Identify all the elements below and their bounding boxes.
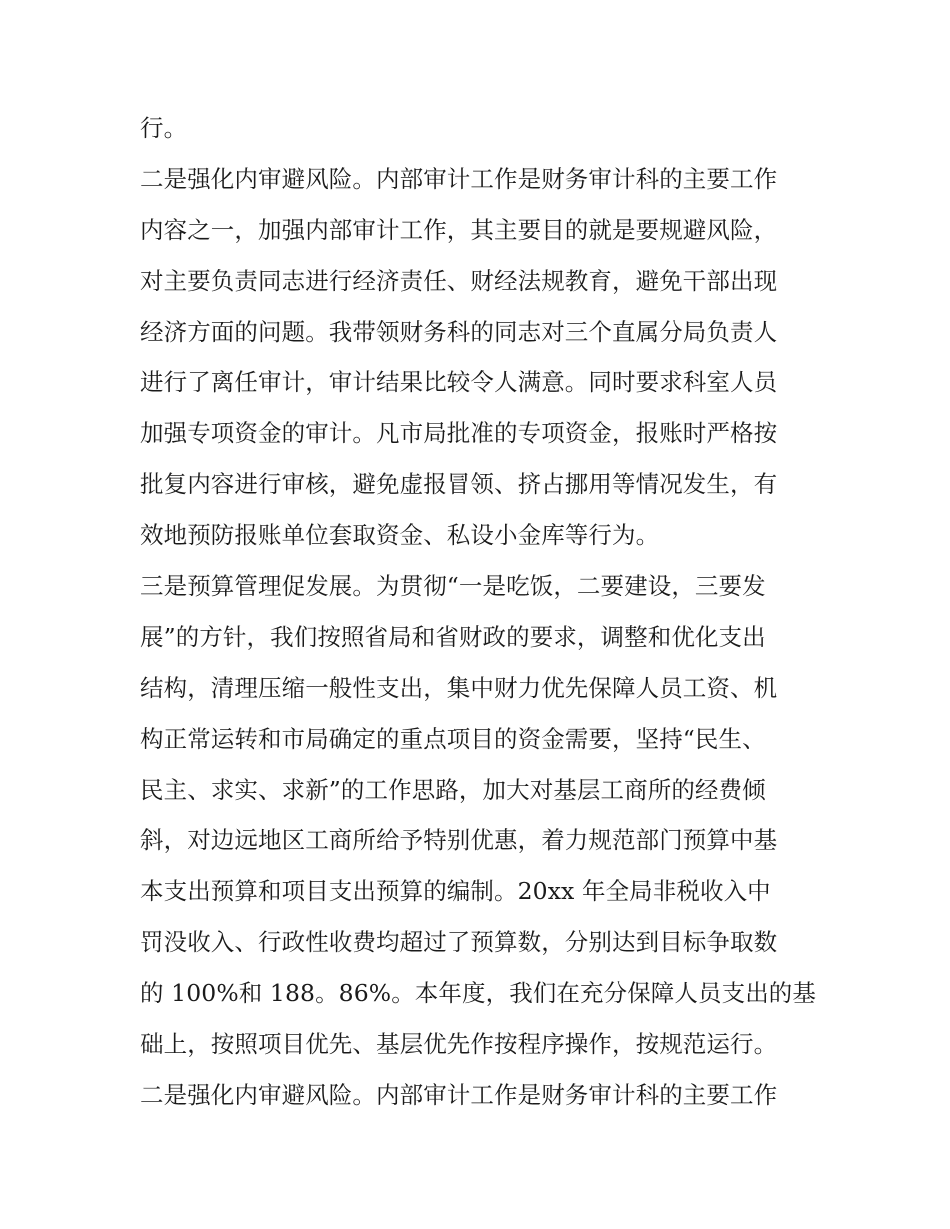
text-line: 加强专项资金的审计。凡市局批准的专项资金，报账时严格按 bbox=[140, 419, 778, 448]
text-line: 经济方面的问题。我带领财务科的同志对三个直属分局负责人 bbox=[140, 317, 778, 346]
text-line: 批复内容进行审核，避免虚报冒领、挤占挪用等情况发生，有 bbox=[140, 470, 778, 499]
text-line: 内容之一，加强内部审计工作，其主要目的就是要规避风险， bbox=[140, 215, 778, 244]
text-line: 斜，对边远地区工商所给予特别优惠，着力规范部门预算中基 bbox=[140, 826, 778, 855]
text-line: 本支出预算和项目支出预算的编制。20xx 年全局非税收入中 bbox=[140, 877, 771, 906]
text-line: 二是强化内审避风险。内部审计工作是财务审计科的主要工作 bbox=[140, 164, 778, 193]
text-line: 结构，清理压缩一般性支出，集中财力优先保障人员工资、机 bbox=[140, 673, 778, 702]
text-line: 的 100%和 188。86%。本年度，我们在充分保障人员支出的基 bbox=[140, 979, 817, 1008]
text-line: 展”的方针，我们按照省局和省财政的要求，调整和优化支出 bbox=[140, 622, 766, 651]
text-line: 对主要负责同志进行经济责任、财经法规教育，避免干部出现 bbox=[140, 266, 778, 295]
document-body bbox=[140, 103, 820, 1121]
text-line: 础上，按照项目优先、基层优先作按程序操作，按规范运行。 bbox=[140, 1030, 778, 1059]
text-line: 效地预防报账单位套取资金、私设小金库等行为。 bbox=[140, 521, 660, 550]
text-line: 二是强化内审避风险。内部审计工作是财务审计科的主要工作 bbox=[140, 1080, 778, 1109]
text-line: 行。 bbox=[140, 114, 188, 142]
text-line: 民主、求实、求新”的工作思路，加大对基层工商所的经费倾 bbox=[140, 775, 766, 804]
text-line: 构正常运转和市局确定的重点项目的资金需要，坚持“民生、 bbox=[140, 724, 766, 753]
text-line: 罚没收入、行政性收费均超过了预算数，分别达到目标争取数 bbox=[140, 928, 778, 957]
text-line: 三是预算管理促发展。为贯彻“一是吃饭，二要建设，三要发 bbox=[140, 572, 766, 601]
text-line: 进行了离任审计，审计结果比较令人满意。同时要求科室人员 bbox=[140, 368, 778, 397]
